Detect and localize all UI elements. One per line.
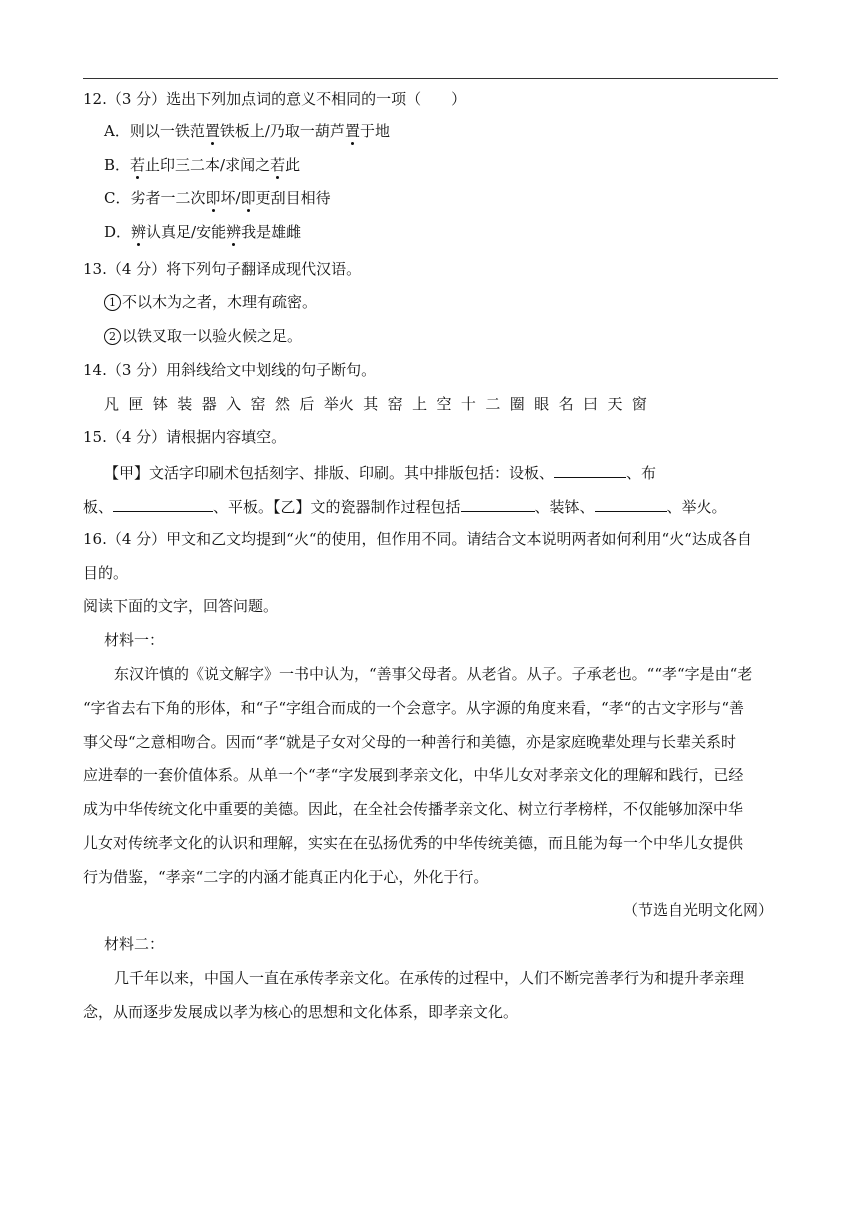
material-1-line: 行为借鉴，“孝亲“二字的内涵才能真正内化于心，外化于行。: [83, 868, 489, 886]
q16-line-2: 目的。: [83, 564, 129, 582]
material-1-line: “字省去右下角的形体，和“子“字组合而成的一个会意字。从字源的角度来看，“孝“的古文字形与“善: [83, 699, 745, 717]
emphasis-dot: 即: [240, 189, 256, 207]
material-1-line: 应进奉的一套价值体系。从单一个“孝“字发展到孝亲文化，中华儿女对孝亲文化的理解和践行，已经: [83, 766, 744, 784]
emphasis-dot: 即: [205, 189, 221, 207]
emphasis-dot: 置: [204, 122, 220, 140]
sentence-char: 然: [274, 395, 290, 413]
sentence-char: 装: [177, 395, 193, 413]
header-rule: [83, 78, 778, 79]
sentence-char: 其: [363, 395, 379, 413]
q13-item-1: 1 不以木为之者，木理有疏密。: [104, 292, 317, 312]
sentence-char: 窑: [250, 395, 266, 413]
reading-intro: 阅读下面的文字，回答问题。: [83, 597, 279, 615]
sentence-char: 二: [485, 395, 501, 413]
circled-number: 1: [104, 294, 121, 311]
sentence-char: 器: [201, 395, 217, 413]
sentence-char: 后: [299, 395, 315, 413]
material-1-line: 事父母“之意相吻合。因而“孝“就是子女对父母的一种善行和美德，亦是家庭晚辈处理与长辈关系时: [83, 733, 737, 751]
emphasis-dot: 置: [344, 122, 360, 140]
q15-line-2: 板、 、平板。【乙】文的瓷器制作过程包括 、装钵、 、举火。: [83, 495, 727, 517]
material-2-line: 几千年以来，中国人一直在承传孝亲文化。在承传的过程中，人们不断完善孝行为和提升孝亲理: [114, 969, 745, 987]
q15-line-1: 【甲】文活字印刷术包括刻字、排版、印刷。其中排版包括：设板、 、布: [104, 461, 656, 483]
q12-option-a: A．则以一铁范置铁板上/乃取一葫芦置于地: [104, 122, 390, 140]
sentence-char: 匣: [128, 395, 144, 413]
sentence-char: 窑: [387, 395, 403, 413]
q15-stem: 15.（4 分）请根据内容填空。: [83, 428, 287, 446]
sentence-char: 窗: [631, 395, 647, 413]
sentence-char: 上: [412, 395, 428, 413]
circled-number: 2: [104, 328, 121, 345]
sentence-char: 名: [558, 395, 574, 413]
material-1-source: （节选自光明文化网）: [623, 901, 774, 919]
sentence-char: 圈: [509, 395, 525, 413]
sentence-char: 凡: [104, 395, 120, 413]
sentence-char: 钵: [152, 395, 168, 413]
sentence-char: 十: [460, 395, 476, 413]
sentence-char: 眼: [534, 395, 550, 413]
q12-option-b: B．若止印三二本/求闻之若此: [104, 156, 301, 174]
q14-sentence: [104, 394, 647, 414]
q12-option-d: D．辨认真足/安能辨我是雄雌: [104, 223, 302, 241]
emphasis-dot: 若: [130, 156, 146, 174]
material-1-line: 成为中华传统文化中重要的美德。因此，在全社会传播孝亲文化、树立行孝榜样，不仅能够加深中华: [83, 800, 744, 818]
fill-blank[interactable]: [113, 495, 213, 512]
sentence-char: 入: [226, 395, 242, 413]
q16-line-1: 16.（4 分）甲文和乙文均提到“火“的使用，但作用不同。请结合文本说明两者如何利用“火“达成各自: [83, 530, 752, 548]
material-2-line: 念，从而逐步发展成以孝为核心的思想和文化体系，即孝亲文化。: [83, 1003, 519, 1021]
material-1-line: 东汉许慎的《说文解字》一书中认为，“善事父母者。从老省。从子。子承老也。““孝“字是由“老: [114, 665, 753, 683]
material-2-title: 材料二：: [104, 935, 165, 953]
fill-blank[interactable]: [554, 461, 626, 478]
emphasis-dot: 辨: [226, 223, 242, 241]
fill-blank[interactable]: [461, 495, 535, 512]
q13-item-2: 2 以铁叉取一以验火候之足。: [104, 326, 302, 346]
q12-option-c: C．劣者一二次即坏/即更刮目相待: [104, 189, 331, 207]
sentence-char: 曰: [583, 395, 599, 413]
material-1-line: 儿女对传统孝文化的认识和理解，实实在在弘扬优秀的中华传统美德，而且能为每一个中华儿女提供: [83, 834, 744, 852]
sentence-char: 天: [607, 395, 623, 413]
sentence-char: 举火: [323, 395, 354, 413]
emphasis-dot: 辨: [131, 223, 147, 241]
sentence-char: 空: [436, 395, 452, 413]
material-1-title: 材料一：: [104, 631, 165, 649]
q13-stem: 13.（4 分）将下列句子翻译成现代汉语。: [83, 260, 362, 278]
fill-blank[interactable]: [595, 495, 667, 512]
emphasis-dot: 若: [270, 156, 286, 174]
q12-stem: 12.（3 分）选出下列加点词的意义不相同的一项（ ）: [83, 90, 467, 108]
q14-stem: 14.（3 分）用斜线给文中划线的句子断句。: [83, 361, 377, 379]
